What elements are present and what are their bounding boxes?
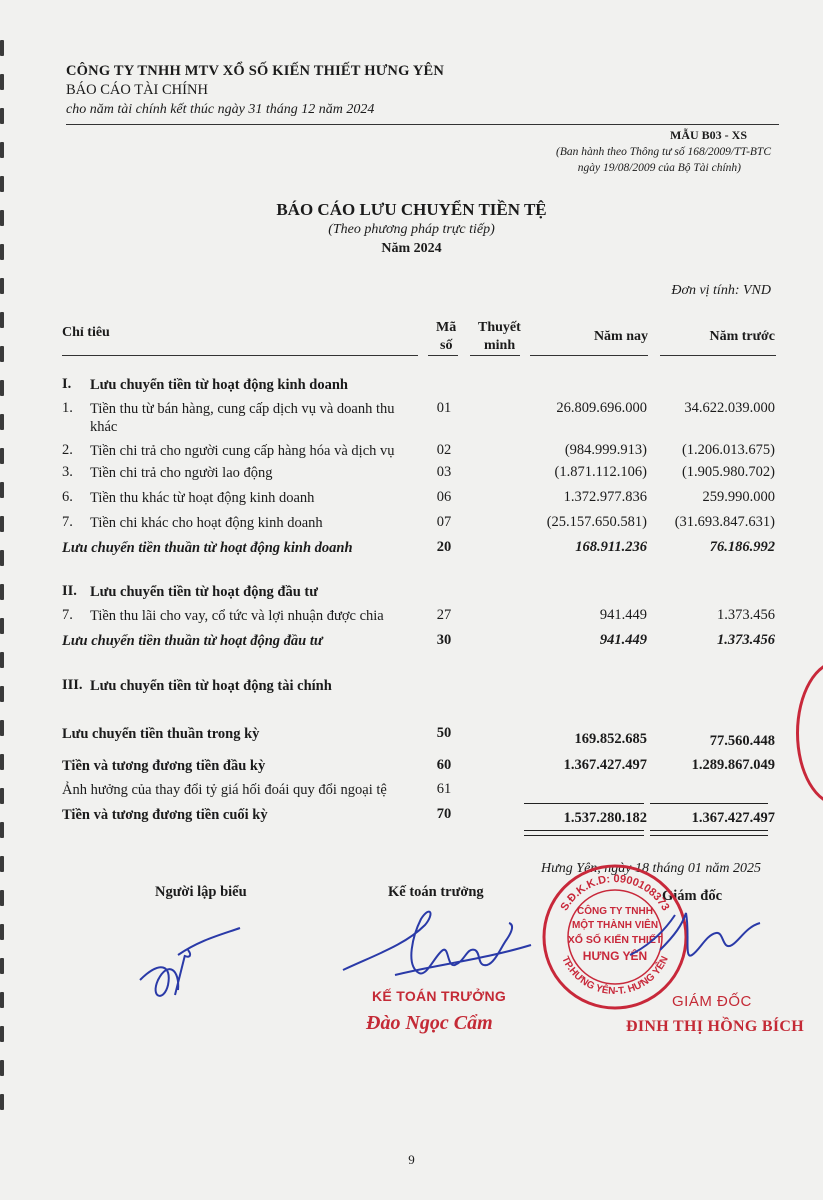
report-type: BÁO CÁO TÀI CHÍNH xyxy=(66,82,208,98)
company-name: CÔNG TY TNHH MTV XỔ SỐ KIẾN THIẾT HƯNG YÊN xyxy=(66,63,445,79)
page-number: 9 xyxy=(408,1152,415,1167)
double-underline-previous xyxy=(650,830,768,836)
double-underline-current xyxy=(524,830,644,836)
chief-accountant-signature xyxy=(335,895,535,985)
chief-accountant-label: Kế toán trưởng xyxy=(388,884,484,900)
header-underline-current xyxy=(530,355,648,356)
opening-cash-row: Tiền và tương đương tiền đầu kỳ 60 1.367.427.497 1.289.867.049 xyxy=(62,757,775,774)
issued-by-line2: ngày 19/08/2009 của Bộ Tài chính) xyxy=(577,162,741,174)
stamp-ring-bottom: TP.HƯNG YÊN-T. HƯNG YÊN xyxy=(559,954,671,998)
col-header-item: Chỉ tiêu xyxy=(62,325,110,340)
header-underline-item xyxy=(62,355,418,356)
col-header-note-2: minh xyxy=(484,338,516,353)
report-year: Năm 2024 xyxy=(381,241,442,256)
form-code: MẪU B03 - XS xyxy=(670,128,747,142)
net-cash-flow-row: Lưu chuyển tiền thuần trong kỳ 50 169.852.685 77.560.448 xyxy=(62,725,775,749)
report-method: (Theo phương pháp trực tiếp) xyxy=(328,222,495,237)
director-name: ĐINH THỊ HỒNG BÍCH xyxy=(626,1018,805,1035)
section-heading-financing: III. Lưu chuyển tiền từ hoạt động tài chính xyxy=(62,677,332,694)
currency-unit: Đơn vị tính: VND xyxy=(671,283,771,298)
col-header-previous: Năm trước xyxy=(709,329,775,344)
col-header-code-1: Mã xyxy=(436,320,457,335)
stamp-line3: XỔ SỐ KIẾN THIẾT xyxy=(567,934,663,946)
header-divider xyxy=(66,124,779,125)
chief-accountant-stamp-title: KẾ TOÁN TRƯỞNG xyxy=(372,988,507,1004)
preparer-label: Người lập biểu xyxy=(155,884,247,900)
table-row: 3. Tiền chi trả cho người lao động 03 (1.871.112.106) (1.905.980.702) xyxy=(62,464,775,481)
table-row: 7. Tiền chi khác cho hoạt động kinh doanh 07 (25.157.650.581) (31.693.847.631) xyxy=(62,514,775,531)
stamp-line2: MỘT THÀNH VIÊN xyxy=(571,920,659,931)
chief-accountant-name: Đào Ngọc Cẩm xyxy=(366,1012,493,1034)
table-row: 7. Tiền thu lãi cho vay, cổ tức và lợi nhuận được chia 27 941.449 1.373.456 xyxy=(62,607,775,624)
header-underline-previous xyxy=(660,355,776,356)
header-underline-note xyxy=(470,355,520,356)
stamp-line1: CÔNG TY TNHH xyxy=(577,906,653,917)
subtotal-operating: Lưu chuyển tiền thuần từ hoạt động kinh doanh 20 168.911.236 76.186.992 xyxy=(62,539,775,556)
col-header-note-1: Thuyết xyxy=(478,320,521,335)
table-row: 1. Tiền thu từ bán hàng, cung cấp dịch vụ và doanh thu khác 01 26.809.696.000 34.622.039.000 xyxy=(62,400,775,435)
col-header-current: Năm nay xyxy=(593,329,648,344)
sum-line-current xyxy=(524,803,644,804)
table-row: 2. Tiền chi trả cho người cung cấp hàng hóa và dịch vụ 02 (984.999.913) (1.206.013.675) xyxy=(62,442,775,459)
table-row: 6. Tiền thu khác từ hoạt động kinh doanh 06 1.372.977.836 259.990.000 xyxy=(62,489,775,506)
stamp-line4: HƯNG YÊN xyxy=(582,949,648,963)
col-header-code-2: số xyxy=(440,338,453,353)
stamp-ring-top: S.Đ.K.K.D: 0900108373 xyxy=(558,872,672,913)
director-signature xyxy=(620,905,770,985)
closing-cash-row: Tiền và tương đương tiền cuối kỳ 70 1.537.280.182 1.367.427.497 xyxy=(62,806,775,826)
section-heading-operating: I. Lưu chuyển tiền từ hoạt động kinh doanh xyxy=(62,376,348,393)
report-period: cho năm tài chính kết thúc ngày 31 tháng 12 năm 2024 xyxy=(66,102,375,117)
fx-effect-row: Ảnh hưởng của thay đổi tỷ giá hối đoái quy đổi ngoại tệ 61 xyxy=(62,781,452,798)
subtotal-investing: Lưu chuyển tiền thuần từ hoạt động đầu tư 30 941.449 1.373.456 xyxy=(62,632,775,649)
section-heading-investing: II. Lưu chuyển tiền từ hoạt động đầu tư xyxy=(62,583,318,600)
sum-line-previous xyxy=(650,803,768,804)
sign-date: Hưng Yên, ngày 18 tháng 01 năm 2025 xyxy=(541,861,761,876)
director-label: Giám đốc xyxy=(662,888,723,904)
report-title: BÁO CÁO LƯU CHUYỂN TIỀN TỆ xyxy=(276,200,547,219)
issued-by-line1: (Ban hành theo Thông tư số 168/2009/TT-BTC xyxy=(556,146,771,158)
header-underline-code xyxy=(428,355,458,356)
director-stamp-title: GIÁM ĐỐC xyxy=(672,993,752,1010)
preparer-signature xyxy=(130,920,250,1010)
